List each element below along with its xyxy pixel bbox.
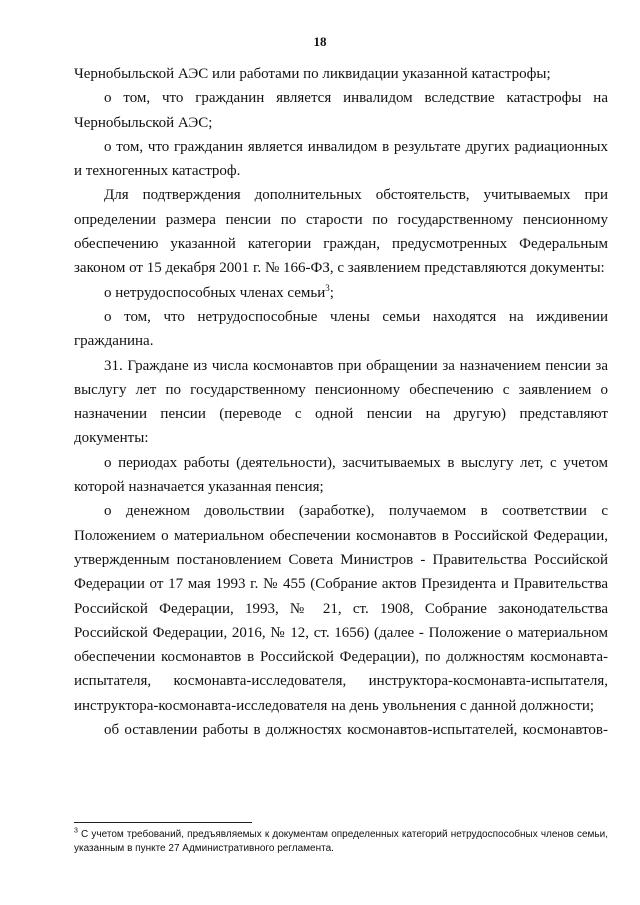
paragraph: Чернобыльской АЭС или работами по ликвидации указанной катастрофы; xyxy=(74,66,551,82)
footnote xyxy=(74,828,608,856)
paragraph: о том, что гражданин является инвалидом в результате других радиационных и техногенных катастроф. xyxy=(74,138,608,180)
document-body xyxy=(74,62,608,742)
paragraph: 31. Граждане из числа космонавтов при обращении за назначением пенсии за выслугу лет по государственному пенсионному обеспечению с заявлением о назначении пенсии (переводе с одной пенсии на другую) представляют документы: xyxy=(74,357,608,447)
paragraph: Для подтверждения дополнительных обстоятельств, учитываемых при определении размера пенсии по старости по государственному пенсионному обеспечению указанной категории граждан, предусмотренных Федеральным законом от 15 декабря 2001 г. № 166-ФЗ, с заявлением представляются документы: xyxy=(74,187,608,277)
paragraph-with-footnote xyxy=(74,281,608,305)
footnote-marker: 3 xyxy=(74,827,78,835)
paragraph-text-end: ; xyxy=(329,284,334,301)
paragraph-text: о нетрудоспособных членах семьи xyxy=(104,284,326,301)
footnote-reference[interactable]: 3 xyxy=(325,282,330,293)
paragraph: о том, что нетрудоспособные члены семьи находятся на иждивении гражданина. xyxy=(74,308,608,350)
footnote-divider xyxy=(74,822,252,823)
paragraph: о периодах работы (деятельности), засчитываемых в выслугу лет, с учетом которой назначается указанная пенсия; xyxy=(74,454,608,496)
paragraph: о том, что гражданин является инвалидом вследствие катастрофы на Чернобыльской АЭС; xyxy=(74,90,608,131)
paragraph: об оставлении работы в должностях космонавтов-испытателей, космонавтов- xyxy=(104,722,608,739)
paragraph: о денежном довольствии (заработке), получаемом в соответствии с Положением о материальном обеспечении космонавтов в Российской Федерации, утвержденным постановлением Совета Министров - Правительства Российской Федерации от 17 мая 1993 г. № 455 (Собрание актов Президента и Правительства Российской Федерации, 1993, № 21, ст. 1908, Собрание законодательства Российской Федерации, 2016, № 12, ст. 1656) (далее - Положение о материальном обеспечении космонавтов в Российской Федерации), по должностям космонавта-испытателя, космонавта-исследователя, инструктора-космонавта-испытателя, инструктора-космонавта-исследователя на день увольнения с данной должности; xyxy=(74,503,608,714)
page-number: 18 xyxy=(313,34,327,49)
footnote-text: С учетом требований, предъявляемых к документам определенных категорий нетрудоспособных членов семьи, указанным в пункте 27 Административного регламента. xyxy=(74,829,608,854)
